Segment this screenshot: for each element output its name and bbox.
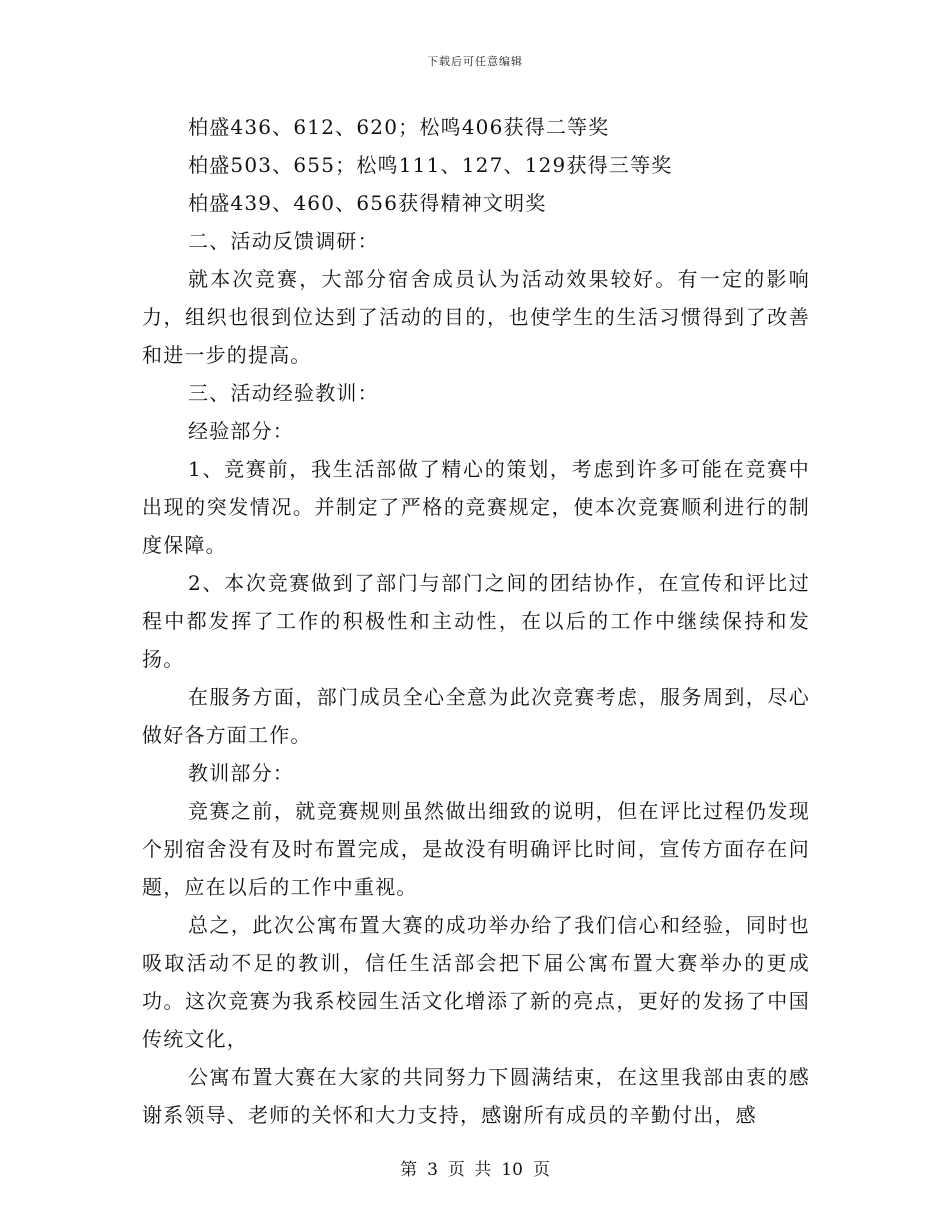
award-civility-line: 柏盛439、460、656获得精神文明奖 bbox=[188, 191, 547, 215]
service-paragraph: 在服务方面，部门成员全心全意为此次竞赛考虑，服务周到，尽心做好各方面工作。 bbox=[142, 685, 810, 747]
feedback-paragraph: 就本次竞赛，大部分宿舍成员认为活动效果较好。有一定的影响力，组织也很到位达到了活动的目的，也使学生的生活习惯得到了改善和进一步的提高。 bbox=[142, 267, 810, 367]
award-second-prize-line: 柏盛436、612、620；松鸣406获得二等奖 bbox=[188, 115, 610, 139]
footer-total-pages: 10 bbox=[501, 1160, 523, 1180]
award-third-prize-line: 柏盛503、655；松鸣111、127、129获得三等奖 bbox=[188, 153, 673, 177]
experience-item-1: 1、竞赛前，我生活部做了精心的策划，考虑到许多可能在竞赛中出现的突发情况。并制定了严格的竞赛规定，使本次竞赛顺利进行的制度保障。 bbox=[142, 457, 810, 557]
subheading-experience: 经验部分： bbox=[188, 419, 294, 443]
summary-paragraph: 总之，此次公寓布置大赛的成功举办给了我们信心和经验，同时也吸取活动不足的教训，信任生活部会把下届公寓布置大赛举办的更成功。这次竞赛为我系校园生活文化增添了新的亮点，更好的发扬了中国传统文化， bbox=[142, 913, 810, 1051]
footer-prefix: 第 bbox=[400, 1160, 418, 1180]
page-footer bbox=[0, 1155, 950, 1180]
section-heading-feedback: 二、活动反馈调研： bbox=[188, 229, 379, 253]
section-heading-lessons: 三、活动经验教训： bbox=[188, 381, 379, 405]
lessons-paragraph: 竞赛之前，就竞赛规则虽然做出细致的说明，但在评比过程仍发现个别宿舍没有及时布置完成，是故没有明确评比时间，宣传方面存在问题，应在以后的工作中重视。 bbox=[142, 799, 810, 899]
page-header: 下载后可任意编辑 bbox=[427, 55, 523, 68]
thanks-paragraph: 公寓布置大赛在大家的共同努力下圆满结束，在这里我部由衷的感谢系领导、老师的关怀和大力支持，感谢所有成员的辛勤付出，感 bbox=[142, 1065, 810, 1127]
experience-item-2: 2、本次竞赛做到了部门与部门之间的团结协作，在宣传和评比过程中都发挥了工作的积极性和主动性，在以后的工作中继续保持和发扬。 bbox=[142, 571, 810, 671]
footer-current-page: 3 bbox=[427, 1160, 438, 1180]
footer-middle: 页 共 bbox=[447, 1160, 492, 1180]
document-body bbox=[142, 108, 810, 1134]
subheading-lessons: 教训部分： bbox=[188, 761, 294, 785]
footer-suffix: 页 bbox=[532, 1160, 550, 1180]
